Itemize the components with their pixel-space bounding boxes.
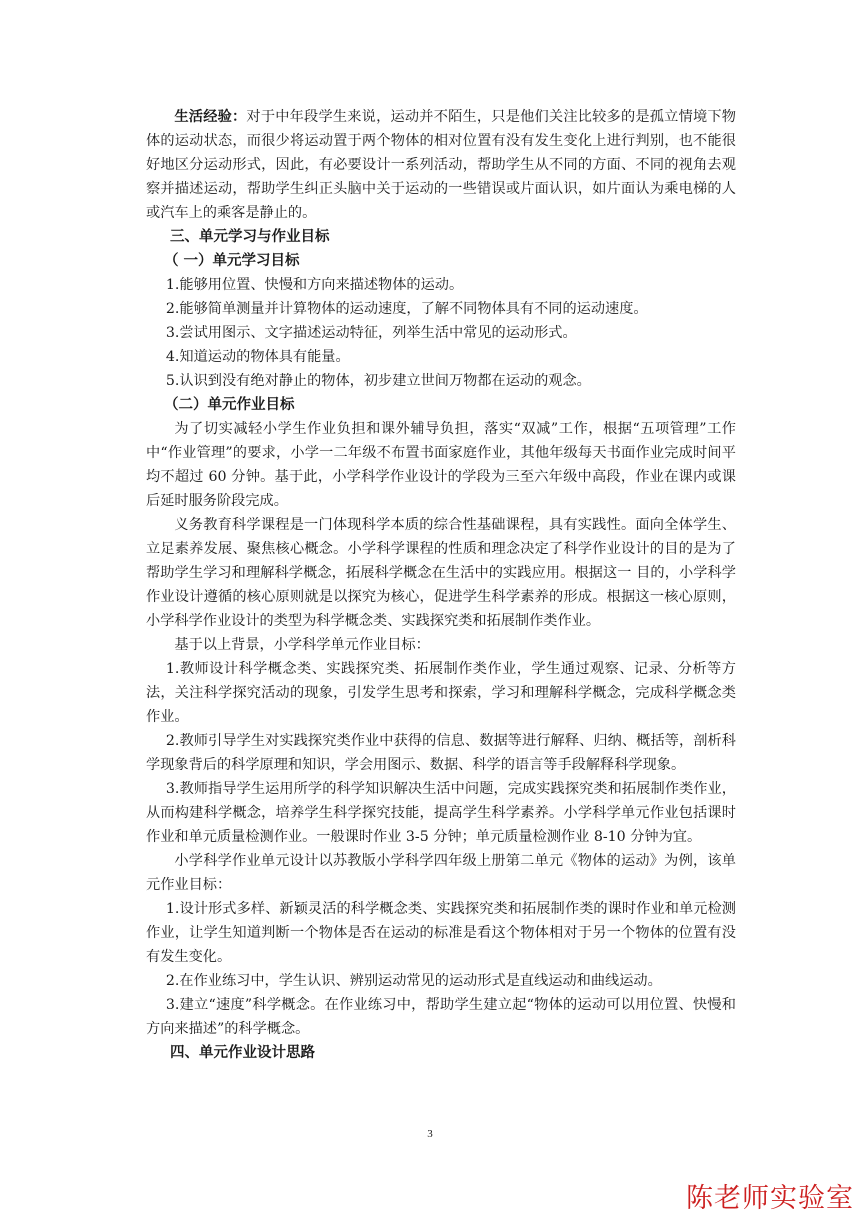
intro-paragraph — [146, 105, 736, 225]
unit-goal-item: 2.在作业练习中，学生认识、辨别运动常见的运动形式是直线运动和曲线运动。 — [165, 973, 662, 989]
subsection-2-heading: （二）单元作业目标 — [164, 397, 295, 413]
learning-goal-item: 2.能够简单测量并计算物体的运动速度，了解不同物体具有不同的运动速度。 — [165, 301, 648, 317]
paragraph: 基于以上背景，小学科学单元作业目标： — [174, 637, 430, 653]
paragraph: 义务教育科学课程是一门体现科学本质的综合性基础课程，具有实践性。面向全体学生、立足素养发展、聚焦核心概念。小学科学课程的性质和理念决定了科学作业设计的目的是为了帮助学生学习和理解科学概念，拓展科学概念在生活中的实践应用。根据这一 目的，小学科学作业设计遵循的核心原则就是以探究为核心，促进学生科学素养的形成。根据这一核心原则，小学科学作业设计的类型为科学概念类、实践探究类和拓展制作类作业。 — [146, 517, 736, 629]
subsection-1-heading: （ 一）单元学习目标 — [164, 253, 300, 269]
paragraph: 小学科学作业单元设计以苏教版小学科学四年级上册第二单元《物体的运动》为例，该单元作业目标： — [146, 853, 736, 893]
learning-goal-item: 4.知道运动的物体具有能量。 — [165, 349, 350, 365]
section-4-heading: 四、单元作业设计思路 — [170, 1045, 315, 1061]
paragraph: 为了切实减轻小学生作业负担和课外辅导负担，落实“双减”工作，根据“五项管理”工作中“作业管理”的要求，小学一二年级不布置书面家庭作业，其他年级每天书面作业完成时间平均不超过 60 分钟。基于此，小学科学作业设计的学段为三至六年级中高段，作业在课内或课后延时服务阶段完成。 — [146, 421, 736, 509]
unit-goal-item: 1.设计形式多样、新颖灵活的科学概念类、实践探究类和拓展制作类的课时作业和单元检测作业，让学生知道判断一个物体是否在运动的标准是看这个物体相对于另一个物体的位置有没有发生变化。 — [146, 901, 736, 965]
learning-goal-item: 3.尝试用图示、文字描述运动特征，列举生活中常见的运动形式。 — [165, 325, 577, 341]
learning-goal-item: 1.能够用位置、快慢和方向来描述物体的运动。 — [165, 277, 464, 293]
watermark: 陈老师实验室 — [686, 1183, 854, 1214]
homework-goal-item: 2.教师引导学生对实践探究类作业中获得的信息、数据等进行解释、归纳、概括等，剖析科学现象背后的科学原理和知识，学会用图示、数据、科学的语言等手段解释科学现象。 — [146, 733, 736, 773]
intro-lead: 生活经验： — [174, 109, 247, 125]
page-number: 3 — [427, 1128, 433, 1140]
section-3-heading: 三、单元学习与作业目标 — [170, 229, 330, 245]
homework-goal-item: 3.教师指导学生运用所学的科学知识解决生活中问题，完成实践探究类和拓展制作类作业，从而构建科学概念，培养学生科学探究技能，提高学生科学素养。小学科学单元作业包括课时作业和单元质量检测作业。一般课时作业 3-5 分钟；单元质量检测作业 8-10 分钟为宜。 — [146, 781, 736, 845]
unit-goal-item: 3.建立“速度”科学概念。在作业练习中，帮助学生建立起“物体的运动可以用位置、快慢和方向来描述”的科学概念。 — [146, 997, 736, 1037]
page-content — [146, 105, 736, 1065]
intro-text: 对于中年段学生来说，运动并不陌生，只是他们关注比较多的是孤立情境下物体的运动状态，而很少将运动置于两个物体的相对位置有没有发生变化上进行判别，也不能很好地区分运动形式，因此，有必要设计一系列活动，帮助学生从不同的方面、不同的视角去观察并描述运动，帮助学生纠正头脑中关于运动的一些错误或片面认识，如片面认为乘电梯的人或汽车上的乘客是静止的。 — [146, 109, 736, 221]
homework-goal-item: 1.教师设计科学概念类、实践探究类、拓展制作类作业，学生通过观察、记录、分析等方法，关注科学探究活动的现象，引发学生思考和探索，学习和理解科学概念，完成科学概念类作业。 — [146, 661, 736, 725]
learning-goal-item: 5.认识到没有绝对静止的物体，初步建立世间万物都在运动的观念。 — [165, 373, 591, 389]
